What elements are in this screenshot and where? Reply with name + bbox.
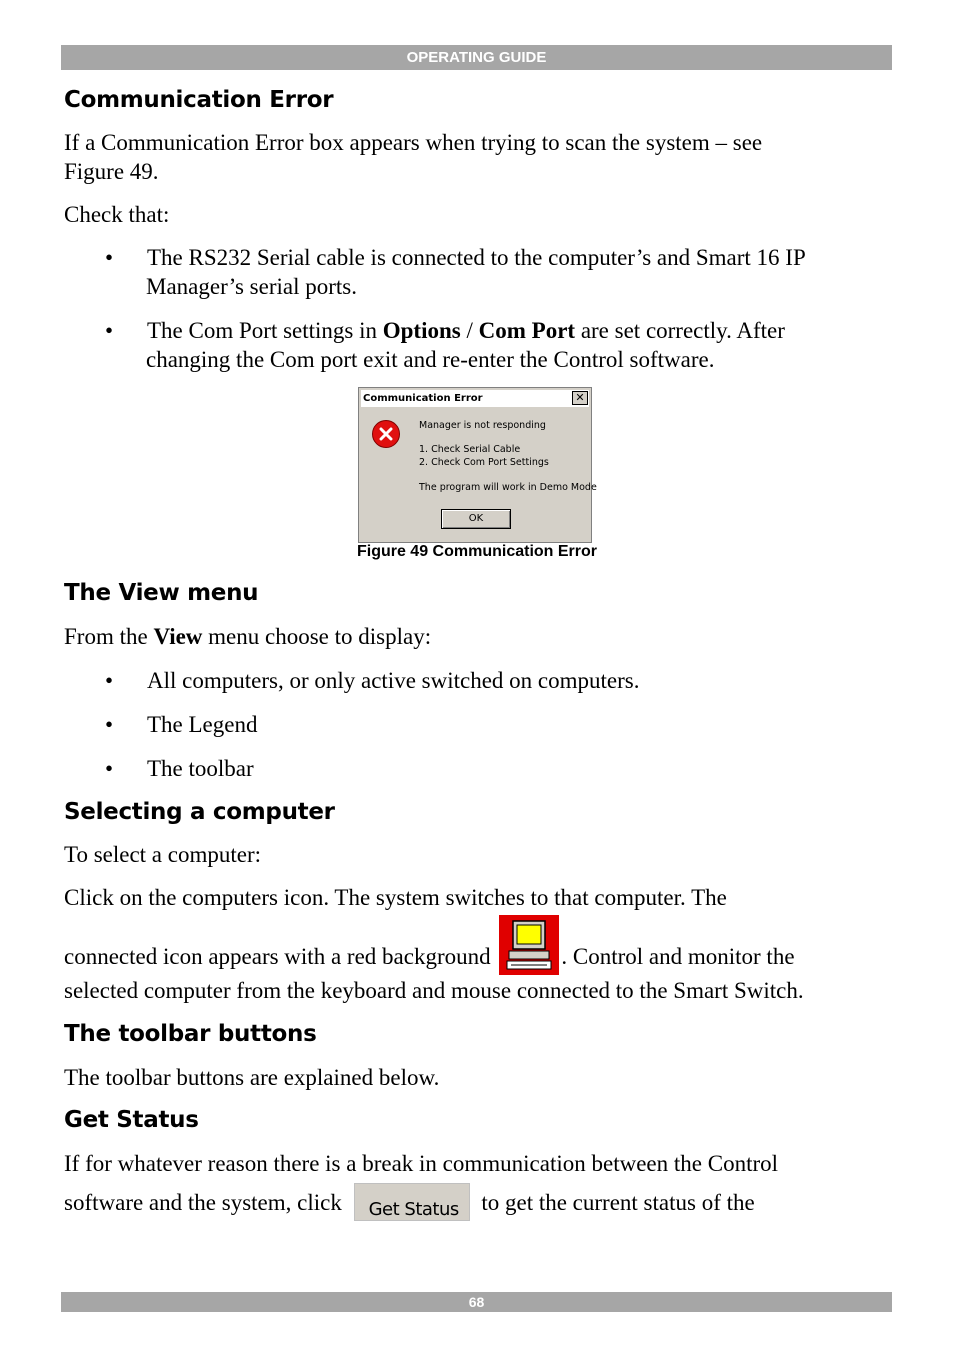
dialog-message: Manager is not responding xyxy=(419,420,546,431)
bullet-icon: • xyxy=(105,245,114,270)
list-item xyxy=(105,666,885,695)
dialog-step-1: 1. Check Serial Cable xyxy=(419,444,521,455)
selecting-line2: Click on the computers icon. The system switches to that computer. The xyxy=(64,885,727,910)
computer-icon xyxy=(499,915,559,975)
view-menu-ref: View xyxy=(153,624,203,649)
error-icon xyxy=(372,420,400,448)
bullet-icon: • xyxy=(105,668,114,693)
bullet-text: The Legend xyxy=(147,712,258,737)
view-menu-intro: From the View menu choose to display: xyxy=(64,624,432,649)
heading-get-status: Get Status xyxy=(64,1107,199,1133)
comm-error-para-line1: If a Communication Error box appears when trying to scan the system – see xyxy=(64,130,763,155)
heading-selecting-computer: Selecting a computer xyxy=(64,799,335,825)
bullet-text-line2: changing the Com port exit and re-enter the Control software. xyxy=(146,347,715,372)
page-number: 68 xyxy=(468,1294,485,1310)
communication-error-dialog xyxy=(358,387,597,543)
bullet-icon: • xyxy=(105,756,114,781)
list-item xyxy=(105,754,885,783)
list-item xyxy=(105,243,885,301)
footer-bar xyxy=(61,1292,892,1312)
selecting-line1: To select a computer: xyxy=(64,842,262,867)
bullet-text-line1: The RS232 Serial cable is connected to the computer’s and Smart 16 IP xyxy=(147,245,806,270)
heading-view-menu: The View menu xyxy=(64,580,259,606)
selecting-line3: connected icon appears with a red background . Control and monitor the xyxy=(64,909,884,971)
header-bar xyxy=(61,45,892,70)
get-status-button[interactable]: Get Status xyxy=(354,1183,470,1221)
toolbar-line1: The toolbar buttons are explained below. xyxy=(64,1065,440,1090)
bullet-text-line2: Manager’s serial ports. xyxy=(146,274,357,299)
options-menu-ref: Options xyxy=(382,318,461,343)
bullet-text: The toolbar xyxy=(147,756,254,781)
heading-toolbar-buttons: The toolbar buttons xyxy=(64,1021,317,1047)
header-title: OPERATING GUIDE xyxy=(406,49,547,66)
list-item xyxy=(105,710,885,739)
list-item xyxy=(105,316,885,374)
selecting-line4: selected computer from the keyboard and mouse connected to the Smart Switch. xyxy=(64,978,804,1003)
bullet-icon: • xyxy=(105,318,114,343)
com-port-menu-ref: Com Port xyxy=(478,318,576,343)
bullet-text-line1: The Com Port settings in Options / Com Port are set correctly. After xyxy=(147,318,785,343)
dialog-step-2: 2. Check Com Port Settings xyxy=(419,457,549,468)
dialog-title: Communication Error xyxy=(361,390,589,407)
heading-communication-error: Communication Error xyxy=(64,87,334,113)
dialog-demo-note: The program will work in Demo Mode xyxy=(419,482,597,493)
close-icon[interactable]: ✕ xyxy=(572,391,588,405)
ok-button[interactable]: OK xyxy=(441,509,511,529)
get-status-line2: software and the system, click Get Status to get the current status of the xyxy=(64,1177,884,1217)
get-status-line1: If for whatever reason there is a break in communication between the Control xyxy=(64,1151,779,1176)
check-that: Check that: xyxy=(64,202,170,227)
comm-error-para-line2: Figure 49. xyxy=(64,159,159,184)
bullet-icon: • xyxy=(105,712,114,737)
figure-caption: Figure 49 Communication Error xyxy=(356,543,598,560)
bullet-text: All computers, or only active switched on computers. xyxy=(147,668,640,693)
